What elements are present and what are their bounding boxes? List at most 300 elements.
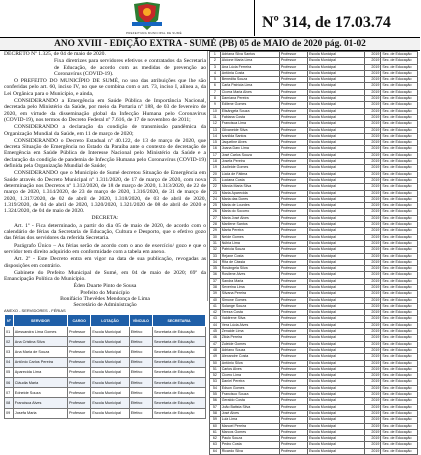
table-cell: 2019 bbox=[364, 253, 381, 259]
table-cell: 28 bbox=[210, 222, 221, 228]
table-row bbox=[210, 190, 418, 196]
table-cell: Sec. de Educação bbox=[381, 171, 418, 177]
table-cell: Sec. de Educação bbox=[381, 448, 418, 454]
table-cell: José Carlos Souza bbox=[220, 152, 279, 158]
table-cell: Damiana Pereira bbox=[220, 96, 279, 102]
table-cell: 2019 bbox=[364, 429, 381, 435]
table-cell: Professor bbox=[279, 114, 307, 120]
table-cell: Escola Municipal bbox=[308, 259, 365, 265]
table-row bbox=[210, 303, 418, 309]
table-cell: Professor bbox=[279, 436, 307, 442]
table-cell: 2019 bbox=[364, 159, 381, 165]
table-cell: 7 bbox=[210, 89, 221, 95]
table-cell: 11 bbox=[210, 114, 221, 120]
table-cell: Professor bbox=[68, 327, 91, 337]
table-row bbox=[210, 64, 418, 70]
table-cell: Sec. de Educação bbox=[381, 52, 418, 58]
table-cell: Antônio Silva bbox=[220, 360, 279, 366]
table-cell: Professor bbox=[279, 297, 307, 303]
table-cell: Escola Municipal bbox=[308, 329, 365, 335]
decree-article-2: Art. 2º - Este Decreto entra em vigor na data de sua publicação, revogadas as disposições em contrário. bbox=[4, 256, 206, 269]
table-row bbox=[5, 408, 206, 418]
table-row bbox=[210, 184, 418, 190]
table-cell: Sec. de Educação bbox=[381, 64, 418, 70]
table-cell: Lúcia de Fátima bbox=[220, 171, 279, 177]
table-cell: 58 bbox=[210, 410, 221, 416]
table-cell: Sec. de Educação bbox=[381, 373, 418, 379]
table-cell: Escola Municipal bbox=[308, 196, 365, 202]
table-cell: 07 bbox=[5, 388, 14, 398]
table-cell: Professor bbox=[279, 448, 307, 454]
table-cell: 2019 bbox=[364, 96, 381, 102]
table-cell: Sec. de Educação bbox=[381, 83, 418, 89]
table-row bbox=[210, 291, 418, 297]
table-cell: 2019 bbox=[364, 114, 381, 120]
table-cell: 08 bbox=[5, 398, 14, 408]
table-cell: Carlos Alves bbox=[220, 366, 279, 372]
table-cell: 2019 bbox=[364, 127, 381, 133]
table-cell: 2019 bbox=[364, 341, 381, 347]
table-cell: Paulo Souza bbox=[220, 436, 279, 442]
table-cell: Escola Municipal bbox=[308, 436, 365, 442]
table-cell: Sec. de Educação bbox=[381, 297, 418, 303]
table-cell: Tereza Costa bbox=[220, 310, 279, 316]
table-cell: Ricardo Silva bbox=[220, 448, 279, 454]
table-cell: 44 bbox=[210, 322, 221, 328]
table-cell: Escola Municipal bbox=[308, 360, 365, 366]
table-cell: Sec. de Educação bbox=[381, 127, 418, 133]
table-cell: Sec. de Educação bbox=[381, 209, 418, 215]
table-cell: Escola Municipal bbox=[91, 327, 129, 337]
table-cell: Professor bbox=[279, 329, 307, 335]
table-row bbox=[210, 347, 418, 353]
table-row bbox=[210, 366, 418, 372]
table-cell: 41 bbox=[210, 303, 221, 309]
annex-header-cell: VÍNCULO bbox=[129, 315, 152, 327]
table-cell: Professor bbox=[68, 408, 91, 418]
table-cell: Sec. de Educação bbox=[381, 436, 418, 442]
table-cell: Professor bbox=[279, 303, 307, 309]
table-cell: Professor bbox=[279, 398, 307, 404]
table-cell: Escola Municipal bbox=[308, 247, 365, 253]
table-cell: Escola Municipal bbox=[308, 253, 365, 259]
table-cell: Jucileide Gomes bbox=[220, 165, 279, 171]
table-cell: Escola Municipal bbox=[91, 408, 129, 418]
table-cell: Escola Municipal bbox=[308, 83, 365, 89]
table-cell: Carla Patrícia Lima bbox=[220, 83, 279, 89]
table-cell: 2019 bbox=[364, 184, 381, 190]
table-cell: 2019 bbox=[364, 354, 381, 360]
table-cell: 52 bbox=[210, 373, 221, 379]
table-row bbox=[210, 127, 418, 133]
table-cell: 5 bbox=[210, 77, 221, 83]
annex-caption: ANEXO - SERVIDORES - FÉRIAS bbox=[4, 308, 66, 313]
staff-table bbox=[209, 51, 418, 455]
table-cell: João Batista Silva bbox=[220, 404, 279, 410]
table-cell: Sec. de Educação bbox=[381, 146, 418, 152]
table-row bbox=[210, 114, 418, 120]
table-cell: Escola Municipal bbox=[308, 234, 365, 240]
table-cell: 20 bbox=[210, 171, 221, 177]
table-cell: José Alves bbox=[220, 410, 279, 416]
table-cell: Sec. de Educação bbox=[381, 234, 418, 240]
table-cell: Professor bbox=[279, 234, 307, 240]
table-cell: Escola Municipal bbox=[308, 121, 365, 127]
table-cell: 2019 bbox=[364, 133, 381, 139]
table-cell: Sec. de Educação bbox=[381, 366, 418, 372]
table-cell: Ana Cristina Silva bbox=[13, 337, 67, 347]
table-cell: 2019 bbox=[364, 266, 381, 272]
table-cell: Efetivo bbox=[129, 347, 152, 357]
table-row bbox=[210, 83, 418, 89]
table-cell: Escola Municipal bbox=[308, 228, 365, 234]
table-cell: Ana Maria de Souza bbox=[13, 347, 67, 357]
table-cell: Fabiana Costa bbox=[220, 114, 279, 120]
table-cell: Professor bbox=[279, 291, 307, 297]
table-cell: Escola Municipal bbox=[308, 429, 365, 435]
table-row bbox=[210, 96, 418, 102]
table-cell: 02 bbox=[5, 337, 14, 347]
table-cell: Professor bbox=[279, 222, 307, 228]
table-cell: Sec. de Educação bbox=[381, 96, 418, 102]
table-cell: Sec. de Educação bbox=[381, 417, 418, 423]
table-cell: 2019 bbox=[364, 247, 381, 253]
table-cell: Escola Municipal bbox=[308, 341, 365, 347]
table-cell: Sec. de Educação bbox=[381, 423, 418, 429]
table-cell: 36 bbox=[210, 272, 221, 278]
table-row bbox=[210, 398, 418, 404]
table-cell: 09 bbox=[5, 408, 14, 418]
table-cell: 2019 bbox=[364, 436, 381, 442]
table-cell: Professor bbox=[279, 171, 307, 177]
table-cell: Sec. de Educação bbox=[381, 89, 418, 95]
table-cell: Sec. de Educação bbox=[381, 272, 418, 278]
table-cell: Efetivo bbox=[129, 408, 152, 418]
table-cell: Sec. de Educação bbox=[381, 404, 418, 410]
table-cell: Rosângela Silva bbox=[220, 266, 279, 272]
table-cell: 2019 bbox=[364, 240, 381, 246]
table-cell: 2019 bbox=[364, 196, 381, 202]
table-cell: Sec. de Educação bbox=[381, 177, 418, 183]
table-cell: Escola Municipal bbox=[308, 159, 365, 165]
table-cell: Professor bbox=[279, 385, 307, 391]
table-cell: 2019 bbox=[364, 398, 381, 404]
table-cell: Escola Municipal bbox=[308, 385, 365, 391]
table-cell: Escola Municipal bbox=[91, 357, 129, 367]
table-row bbox=[5, 347, 206, 357]
table-cell: Professor bbox=[279, 140, 307, 146]
signature-mayor-title: Prefeito do Município bbox=[80, 289, 130, 296]
table-row bbox=[210, 140, 418, 146]
table-cell: 2019 bbox=[364, 329, 381, 335]
table-row bbox=[210, 278, 418, 284]
table-cell: 2019 bbox=[364, 347, 381, 353]
table-cell: Gilvaneide Silva bbox=[220, 127, 279, 133]
table-cell: 03 bbox=[5, 347, 14, 357]
table-cell: Escola Municipal bbox=[308, 297, 365, 303]
table-cell: Escola Municipal bbox=[91, 367, 129, 377]
table-cell: Escola Municipal bbox=[308, 58, 365, 64]
table-cell: 2019 bbox=[364, 140, 381, 146]
table-cell: Professor bbox=[279, 209, 307, 215]
table-cell: Efetivo bbox=[129, 377, 152, 387]
table-cell: Professor bbox=[279, 83, 307, 89]
decree-preamble: O PREFEITO DO MUNICÍPIO DE SUMÉ, no uso das atribuições que lhe são conferidas pelo art. 60, inciso IV, no que se combina com o art. 73, inciso I, alínea a, da Lei Orgânica para o Município, e ainda, bbox=[4, 78, 206, 97]
table-cell: Escola Municipal bbox=[308, 152, 365, 158]
table-cell: 16 bbox=[210, 146, 221, 152]
table-cell: Jaqueline Alves bbox=[220, 140, 279, 146]
table-cell: 06 bbox=[5, 377, 14, 387]
table-cell: 2019 bbox=[364, 89, 381, 95]
table-cell: Escola Municipal bbox=[308, 366, 365, 372]
municipal-logo bbox=[128, 0, 166, 34]
table-row bbox=[210, 196, 418, 202]
table-row bbox=[210, 177, 418, 183]
table-cell: 30 bbox=[210, 234, 221, 240]
table-cell: Escola Municipal bbox=[308, 108, 365, 114]
table-cell: Severina Lima bbox=[220, 284, 279, 290]
table-cell: 42 bbox=[210, 310, 221, 316]
table-cell: Escola Municipal bbox=[308, 171, 365, 177]
table-cell: 2019 bbox=[364, 209, 381, 215]
table-cell: Professor bbox=[279, 247, 307, 253]
signature-mayor-name: Éden Duarte Pinto de Sousa bbox=[73, 283, 137, 290]
decree-column bbox=[4, 51, 206, 308]
table-cell: Professor bbox=[279, 410, 307, 416]
table-cell: Escola Municipal bbox=[308, 310, 365, 316]
table-cell: Escola Municipal bbox=[308, 373, 365, 379]
table-cell: 2019 bbox=[364, 410, 381, 416]
table-row bbox=[210, 234, 418, 240]
table-cell: 2019 bbox=[364, 203, 381, 209]
table-cell: Professor bbox=[279, 253, 307, 259]
table-cell: Escola Municipal bbox=[308, 354, 365, 360]
annex-table-left bbox=[4, 308, 206, 420]
table-cell: Sec. de Educação bbox=[381, 70, 418, 76]
table-row bbox=[210, 121, 418, 127]
table-cell: 2019 bbox=[364, 165, 381, 171]
table-cell: Professor bbox=[279, 417, 307, 423]
issue-number: Nº 314, de 17.03.74 bbox=[262, 14, 391, 31]
table-cell: Sec. de Educação bbox=[381, 360, 418, 366]
table-cell: Zilda Pereira bbox=[220, 335, 279, 341]
table-cell: Escola Municipal bbox=[308, 133, 365, 139]
table-cell: 2019 bbox=[364, 108, 381, 114]
table-cell: Secretaria de Educação bbox=[153, 388, 206, 398]
table-cell: 48 bbox=[210, 347, 221, 353]
table-cell: 13 bbox=[210, 127, 221, 133]
table-cell: 29 bbox=[210, 228, 221, 234]
table-cell: 24 bbox=[210, 196, 221, 202]
table-cell: 2019 bbox=[364, 190, 381, 196]
table-cell: Sec. de Educação bbox=[381, 335, 418, 341]
table-row bbox=[210, 77, 418, 83]
table-cell: 2019 bbox=[364, 291, 381, 297]
table-cell: Professor bbox=[68, 337, 91, 347]
table-cell: Adriana Silva Santos bbox=[220, 52, 279, 58]
table-cell: 2019 bbox=[364, 222, 381, 228]
table-row bbox=[210, 247, 418, 253]
table-cell: Sec. de Educação bbox=[381, 347, 418, 353]
table-cell: Professor bbox=[279, 215, 307, 221]
table-cell: Sec. de Educação bbox=[381, 240, 418, 246]
table-row bbox=[5, 388, 206, 398]
table-cell: Edson Gomes bbox=[220, 385, 279, 391]
table-cell: 49 bbox=[210, 354, 221, 360]
table-cell: Sec. de Educação bbox=[381, 303, 418, 309]
table-cell: 57 bbox=[210, 404, 221, 410]
table-cell: Professor bbox=[279, 190, 307, 196]
table-cell: 2019 bbox=[364, 70, 381, 76]
table-cell: 2 bbox=[210, 58, 221, 64]
table-row bbox=[5, 398, 206, 408]
table-cell: 26 bbox=[210, 209, 221, 215]
table-cell: 35 bbox=[210, 266, 221, 272]
annex-header-cell: Nº bbox=[5, 315, 14, 327]
table-cell: Escola Municipal bbox=[308, 423, 365, 429]
table-cell: Luciana Costa bbox=[220, 177, 279, 183]
table-cell: Marilene Santos bbox=[220, 222, 279, 228]
table-cell: Escola Municipal bbox=[308, 64, 365, 70]
table-cell: Sec. de Educação bbox=[381, 429, 418, 435]
masthead bbox=[0, 0, 420, 38]
table-cell: 18 bbox=[210, 159, 221, 165]
table-cell: 2019 bbox=[364, 77, 381, 83]
table-cell: Secretaria de Educação bbox=[153, 398, 206, 408]
table-cell: Escola Municipal bbox=[308, 398, 365, 404]
table-row bbox=[210, 152, 418, 158]
table-cell: 33 bbox=[210, 253, 221, 259]
table-cell: Escola Municipal bbox=[308, 417, 365, 423]
table-cell: Professor bbox=[279, 335, 307, 341]
signature-secretary-title: Secretário de Administração bbox=[73, 302, 137, 308]
table-row bbox=[210, 209, 418, 215]
table-cell: Escola Municipal bbox=[308, 404, 365, 410]
table-cell: Professor bbox=[279, 58, 307, 64]
annex-header-cell: SERVIDOR bbox=[13, 315, 67, 327]
table-cell: Escola Municipal bbox=[308, 77, 365, 83]
table-row bbox=[210, 146, 418, 152]
table-cell: 2019 bbox=[364, 52, 381, 58]
table-cell: 2019 bbox=[364, 316, 381, 322]
table-row bbox=[210, 373, 418, 379]
table-cell: Sec. de Educação bbox=[381, 310, 418, 316]
table-cell: 2019 bbox=[364, 335, 381, 341]
table-cell: 2019 bbox=[364, 310, 381, 316]
table-cell: 2019 bbox=[364, 284, 381, 290]
table-cell: Professor bbox=[279, 278, 307, 284]
table-cell: Escola Municipal bbox=[308, 316, 365, 322]
table-cell: Sec. de Educação bbox=[381, 102, 418, 108]
table-cell: 56 bbox=[210, 398, 221, 404]
edition-banner: ANO XVIII - EDIÇÃO EXTRA - SUMÉ (PB) 05 de MAIO de 2020 pág. 01-02 bbox=[0, 37, 420, 51]
table-cell: Escola Municipal bbox=[308, 278, 365, 284]
table-cell: Professor bbox=[68, 357, 91, 367]
table-row bbox=[210, 159, 418, 165]
table-cell: Escola Municipal bbox=[91, 398, 129, 408]
table-cell: Escola Municipal bbox=[308, 146, 365, 152]
table-cell: 2019 bbox=[364, 448, 381, 454]
table-cell: 37 bbox=[210, 278, 221, 284]
table-row bbox=[210, 297, 418, 303]
annex-table bbox=[4, 314, 206, 419]
table-cell: Alexandre Costa bbox=[220, 354, 279, 360]
table-cell: Sec. de Educação bbox=[381, 329, 418, 335]
table-cell: Professor bbox=[279, 152, 307, 158]
table-row bbox=[210, 316, 418, 322]
table-cell: Escola Municipal bbox=[308, 177, 365, 183]
table-cell: Escola Municipal bbox=[308, 303, 365, 309]
table-cell: Edilene Gomes bbox=[220, 102, 279, 108]
table-cell: 2019 bbox=[364, 303, 381, 309]
table-cell: Escola Municipal bbox=[91, 337, 129, 347]
table-cell: Geraldo Costa bbox=[220, 398, 279, 404]
table-cell: 2019 bbox=[364, 322, 381, 328]
table-cell: Marcos Gomes bbox=[220, 429, 279, 435]
table-cell: Professor bbox=[68, 367, 91, 377]
table-cell: Professor bbox=[279, 429, 307, 435]
table-cell: Daniel Pereira bbox=[220, 379, 279, 385]
table-cell: 2019 bbox=[364, 366, 381, 372]
table-cell: Escola Municipal bbox=[308, 184, 365, 190]
table-cell: Sec. de Educação bbox=[381, 190, 418, 196]
table-row bbox=[210, 379, 418, 385]
table-cell: Sec. de Educação bbox=[381, 398, 418, 404]
logo-caption: PREFEITURA MUNICIPAL DE SUMÉ bbox=[126, 31, 182, 35]
table-cell: Escola Municipal bbox=[308, 96, 365, 102]
table-cell: Francisca Lima bbox=[220, 121, 279, 127]
table-cell: Rosilene Alves bbox=[220, 272, 279, 278]
table-cell: Escola Municipal bbox=[308, 215, 365, 221]
table-cell: 40 bbox=[210, 297, 221, 303]
table-row bbox=[210, 335, 418, 341]
table-cell: Cícera Maria Alves bbox=[220, 89, 279, 95]
table-cell: Professor bbox=[68, 388, 91, 398]
table-cell: Professor bbox=[279, 316, 307, 322]
table-cell: Professor bbox=[279, 442, 307, 448]
table-cell: Efetivo bbox=[129, 357, 152, 367]
table-row bbox=[5, 367, 206, 377]
table-cell: Valdirene Silva bbox=[220, 316, 279, 322]
table-cell: Efetivo bbox=[129, 327, 152, 337]
table-row bbox=[210, 58, 418, 64]
table-cell: 4 bbox=[210, 70, 221, 76]
table-cell: 50 bbox=[210, 360, 221, 366]
table-cell: Antônia Costa bbox=[220, 70, 279, 76]
decree-number: DECRETO Nº 1.325, de 04 de maio de 2020. bbox=[4, 51, 106, 57]
table-cell: Zenaide Lima bbox=[220, 329, 279, 335]
table-cell: Francisco Souza bbox=[220, 392, 279, 398]
table-cell: Professor bbox=[279, 96, 307, 102]
table-cell: Professor bbox=[279, 423, 307, 429]
table-cell: Zuleide Gomes bbox=[220, 341, 279, 347]
table-cell: Sec. de Educação bbox=[381, 196, 418, 202]
table-cell: Josefa Maria bbox=[13, 408, 67, 418]
table-cell: Professor bbox=[279, 379, 307, 385]
table-cell: Solange Souza bbox=[220, 303, 279, 309]
table-cell: Escola Municipal bbox=[308, 266, 365, 272]
table-cell: Sec. de Educação bbox=[381, 354, 418, 360]
table-cell: Sec. de Educação bbox=[381, 341, 418, 347]
table-cell: 17 bbox=[210, 152, 221, 158]
table-cell: Simone Gomes bbox=[220, 297, 279, 303]
table-row bbox=[210, 108, 418, 114]
table-cell: 2019 bbox=[364, 152, 381, 158]
table-cell: Professor bbox=[279, 146, 307, 152]
table-cell: Professor bbox=[279, 89, 307, 95]
table-cell: 2019 bbox=[364, 102, 381, 108]
table-cell: Escola Municipal bbox=[308, 114, 365, 120]
